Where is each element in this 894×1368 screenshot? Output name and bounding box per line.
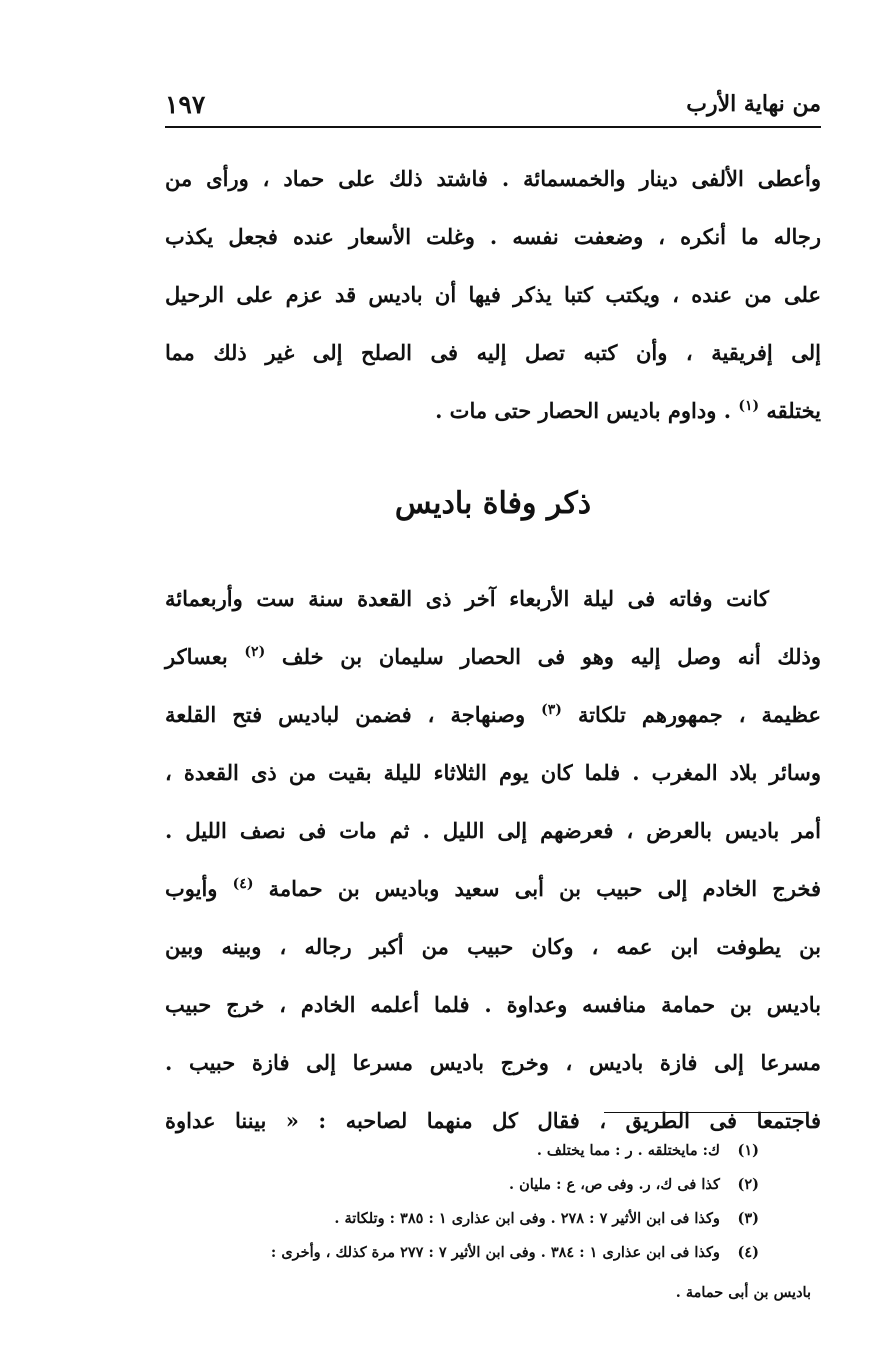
footnote-text: وكذا فى ابن عذارى ١ : ٣٨٤ . وفى ابن الأثير ٧ : ٢٧٧ مرة كذلك ، وأخرى : <box>270 1244 720 1261</box>
text-line: رجاله ما أنكره ، وضعفت نفسه . وغلت الأسعار عنده فجعل يكذب <box>165 224 821 249</box>
footnote-number: (٢) <box>737 1176 759 1193</box>
footnote <box>165 1236 821 1270</box>
footnote <box>165 1202 821 1236</box>
text-fragment: يختلقه <box>766 398 821 423</box>
footnote-marker: (٣) <box>541 702 562 718</box>
footnote-text: كذا فى ك، ر. وفى ص، ع : مليان . <box>508 1176 720 1193</box>
footnote-number: (١) <box>737 1142 759 1159</box>
text-line: وأعطى الألفى دينار والخمسمائة . فاشتد ذلك على حماد ، ورأى من <box>165 166 821 191</box>
text-line: على من عنده ، ويكتب كتبا يذكر فيها أن باديس قد عزم على الرحيل <box>165 282 821 307</box>
text-line: مسرعا إلى فازة باديس ، وخرج باديس مسرعا إلى فازة حبيب . <box>165 1050 821 1075</box>
text-line: فاجتمعا فى الطريق ، فقال كل منهما لصاحبه : « بيننا عداوة <box>165 1108 821 1133</box>
text-line <box>165 686 821 744</box>
footnote-number: (٣) <box>737 1210 759 1227</box>
footnote <box>165 1168 821 1202</box>
text-line <box>165 628 821 686</box>
footnote-text: ك: مايختلقه . ر : مما يختلف . <box>536 1142 720 1159</box>
text-fragment: بعساكر <box>165 644 228 669</box>
text-fragment: فخرج الخادم إلى حبيب بن أبى سعيد وباديس بن حمامة <box>268 876 822 901</box>
text-line: أمر باديس بالعرض ، فعرضهم إلى الليل . ثم مات فى نصف الليل . <box>165 818 821 843</box>
text-fragment: وأيوب <box>165 876 218 901</box>
section-title: ذكر وفاة باديس <box>394 486 592 521</box>
text-line: إلى إفريقية ، وأن كتبه تصل إليه فى الصلح إلى غير ذلك مما <box>165 340 821 365</box>
footnote-number: (٤) <box>737 1244 759 1261</box>
paragraph-1 <box>165 150 821 440</box>
text-fragment: . وداوم باديس الحصار حتى مات . <box>435 398 732 423</box>
footnote-text: وكذا فى ابن الأثير ٧ : ٢٧٨ . وفى ابن عذارى ١ : ٣٨٥ : وتلكاتة . <box>334 1210 720 1227</box>
footnote-continuation: باديس بن أبى حمامة . <box>675 1284 811 1301</box>
page-header <box>165 84 821 124</box>
text-fragment: عظيمة ، جمهورهم تلكاتة <box>577 702 822 727</box>
text-line <box>165 860 821 918</box>
footnote-marker: (٢) <box>244 644 266 660</box>
footnote-marker: (٤) <box>232 876 254 892</box>
paragraph-2 <box>165 570 821 1150</box>
footnote <box>165 1134 821 1168</box>
text-line <box>165 382 821 440</box>
text-line: بن يطوفت ابن عمه ، وكان حبيب من أكبر رجاله ، وبينه وبين <box>165 934 821 959</box>
footnotes <box>165 1134 821 1310</box>
text-fragment: وذلك أنه وصل إليه وهو فى الحصار سليمان بن خلف <box>281 644 822 669</box>
page-number: ١٩٧ <box>165 89 206 119</box>
footnote-separator <box>604 1112 808 1113</box>
text-line: وسائر بلاد المغرب . فلما كان يوم الثلاثاء لليلة بقيت من ذى القعدة ، <box>165 760 821 785</box>
text-line: باديس بن حمامة منافسه وعداوة . فلما أعلمه الخادم ، خرج حبيب <box>165 992 821 1017</box>
header-rule <box>165 126 821 128</box>
running-title: من نهاية الأرب <box>686 91 821 117</box>
footnote-marker: (١) <box>738 398 760 414</box>
text-fragment: وصنهاجة ، فضمن لباديس فتح القلعة <box>165 702 526 727</box>
text-line: كانت وفاته فى ليلة الأربعاء آخر ذى القعدة سنة ست وأربعمائة <box>165 586 769 611</box>
